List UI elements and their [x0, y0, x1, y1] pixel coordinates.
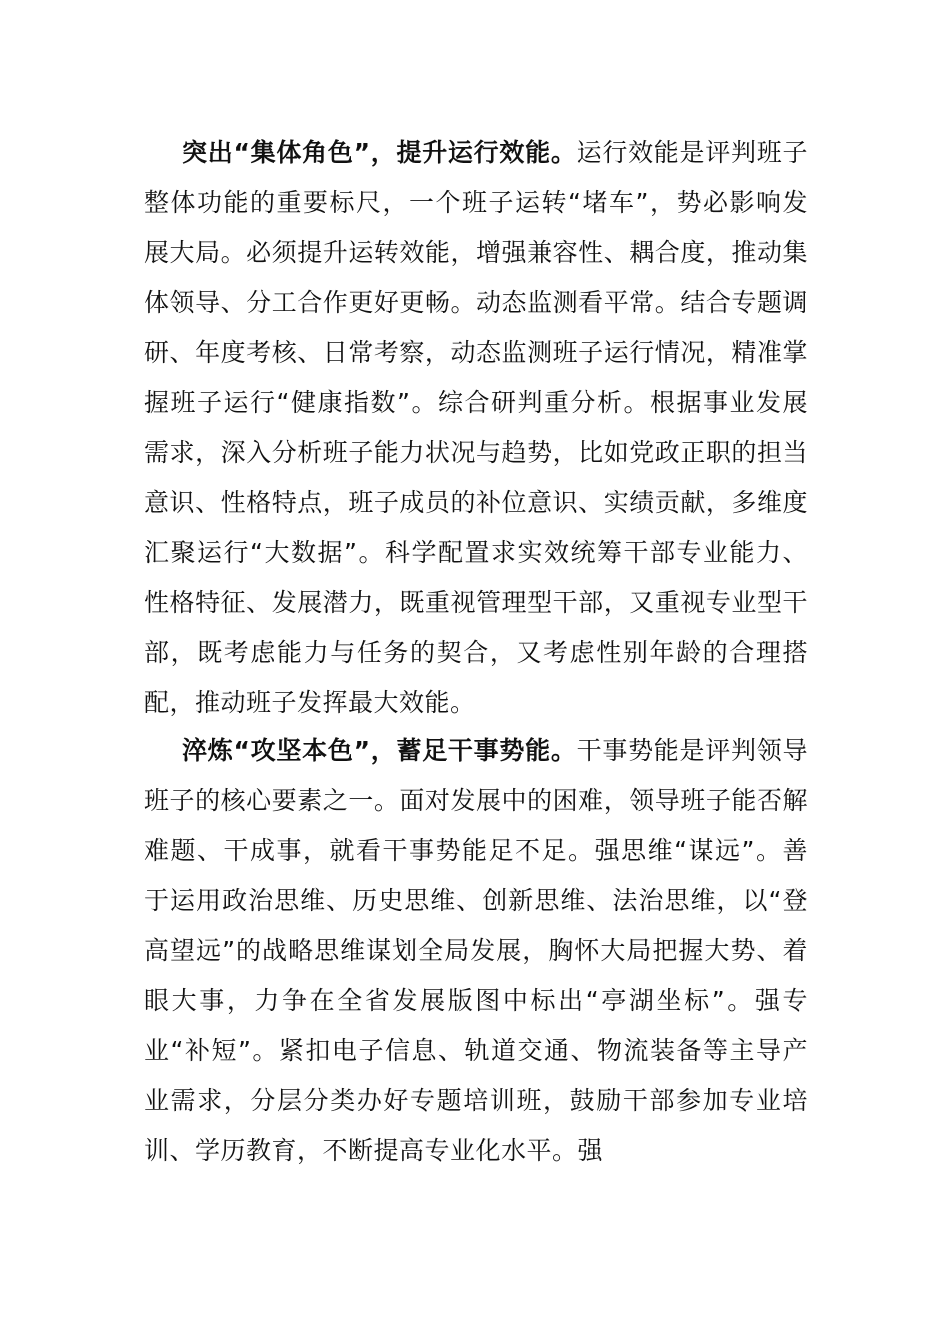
paragraph-heading: 突出“集体角色”，提升运行效能。 [182, 138, 577, 167]
paragraph-heading: 淬炼“攻坚本色”，蓄足干事势能。 [182, 736, 577, 765]
paragraph-collective-role [144, 128, 808, 728]
paragraph-body: 干事势能是评判领导班子的核心要素之一。面对发展中的困难，领导班子能否解难题、干成事，就看干事势能足不足。强思维“谋远”。善于运用政治思维、历史思维、创新思维、法治思维，以“登高望远”的战略思维谋划全局发展，胸怀大局把握大势、着眼大事，力争在全省发展版图中标出“亭湖坐标”。强专业“补短”。紧扣电子信息、轨道交通、物流装备等主导产业需求，分层分类办好专题培训班，鼓励干部参加专业培训、学历教育，不断提高专业化水平。强 [144, 736, 808, 1165]
paragraph-body: 运行效能是评判班子整体功能的重要标尺，一个班子运转“堵车”，势必影响发展大局。必须提升运转效能，增强兼容性、耦合度，推动集体领导、分工合作更好更畅。动态监测看平常。结合专题调研、年度考核、日常考察，动态监测班子运行情况，精准掌握班子运行“健康指数”。综合研判重分析。根据事业发展需求，深入分析班子能力状况与趋势，比如党政正职的担当意识、性格特点，班子成员的补位意识、实绩贡献，多维度汇聚运行“大数据”。科学配置求实效统筹干部专业能力、性格特征、发展潜力，既重视管理型干部，又重视专业型干部，既考虑能力与任务的契合，又考虑性别年龄的合理搭配，推动班子发挥最大效能。 [144, 138, 808, 717]
paragraph-tackling-spirit [144, 726, 808, 1176]
